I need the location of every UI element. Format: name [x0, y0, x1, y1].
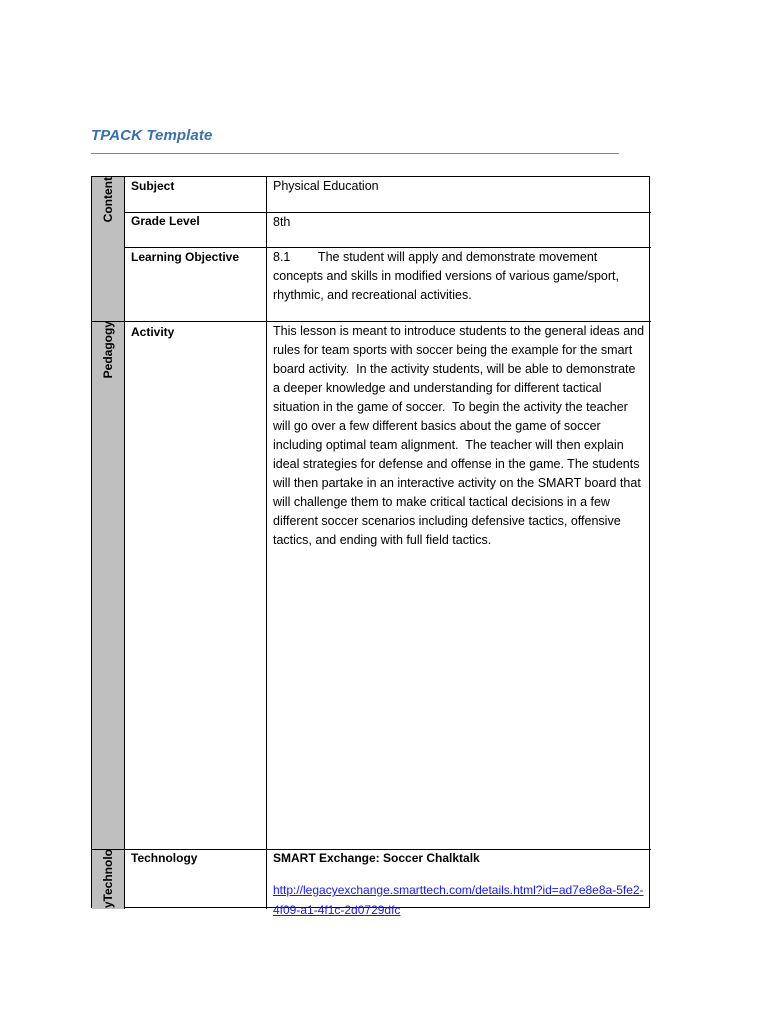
section-label-technology: [92, 849, 125, 909]
section-label-technology-text: yTechnolo: [101, 849, 115, 909]
section-label-content-text: Content: [101, 177, 115, 223]
section-label-pedagogy-text: Pedagogy: [101, 321, 115, 379]
technology-value: [273, 850, 645, 920]
section-label-content: [92, 177, 125, 321]
title-underline: [91, 153, 619, 154]
grade-level-label: Grade Level: [131, 214, 200, 228]
learning-objective-label: Learning Objective: [131, 250, 240, 264]
column-divider: [266, 177, 267, 909]
grade-level-value: 8th: [273, 215, 291, 229]
learning-objective-value: 8.1 The student will apply and demonstrate movement concepts and skills in modified versions of various game/sport, rhythmic, and recreational activities.: [273, 250, 623, 302]
technology-link[interactable]: http://legacyexchange.smarttech.com/details.html?id=ad7e8e8a-5fe2-4f09-a1-4f1c-2d0729dfc: [273, 883, 644, 917]
document-title: TPACK Template: [91, 127, 213, 144]
subject-value: Physical Education: [273, 179, 379, 193]
tpack-table: [91, 176, 650, 917]
activity-value: This lesson is meant to introduce students to the general ideas and rules for team sports with soccer being the example for the smart board activity. In the activity students, will be able to demonstrate a deeper knowledge and understanding for different tactical situation in the game of soccer. To begin the activity the teacher will go over a few different basics about the game of soccer including optimal team alignment. The teacher will then explain ideal strategies for defense and offense in the game. The students will then partake in an interactive activity on the SMART board that will challenge them to make critical tactical decisions in a few different soccer scenarios including defensive tactics, offensive tactics, and ending with full field tactics.: [273, 324, 648, 547]
technology-label: Technology: [131, 851, 198, 865]
section-label-pedagogy: [92, 321, 125, 849]
subject-label: Subject: [131, 179, 175, 193]
technology-heading: SMART Exchange: Soccer Chalktalk: [273, 851, 480, 865]
activity-label: Activity: [131, 325, 175, 339]
